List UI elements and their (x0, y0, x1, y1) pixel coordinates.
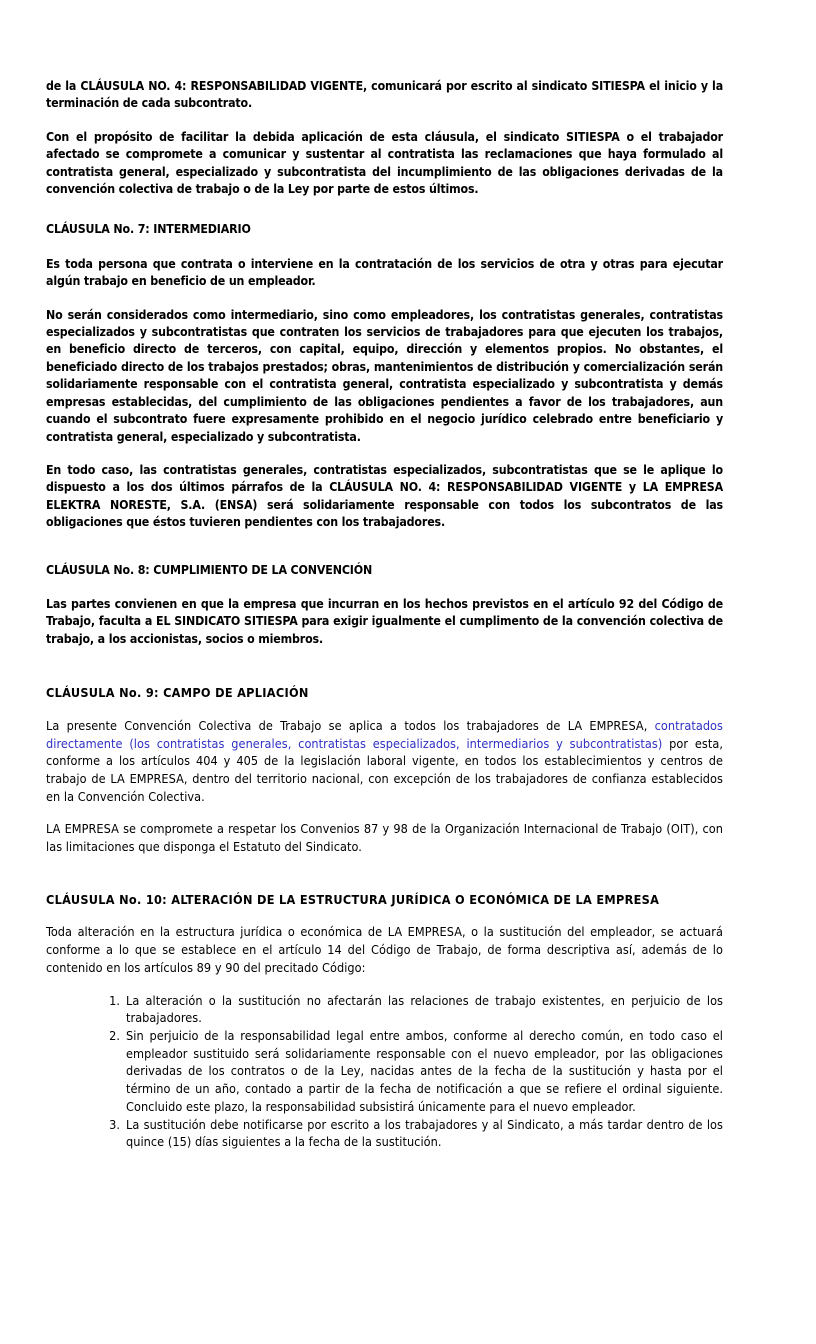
clause8-lead-text: Las partes convienen en que la empresa que incurran en los hechos previstos en el artículo 92 del Código de Trabajo, faculta a (46, 596, 723, 629)
clause4-tail-text: el inicio y la terminación de cada subcontrato. (46, 79, 724, 111)
heading-clause-10: CLÁUSULA No. 10: ALTERACIÓN DE LA ESTRUCTURA JURÍDICA O ECONÓMICA DE LA EMPRESA (46, 891, 660, 907)
clause4-union-name: SITIESPA (591, 79, 645, 93)
clause9-lead-text: La presente Convención Colectiva de Trabajo se aplica a todos los trabajadores de LA EMPRESA, (46, 717, 655, 733)
clause7-reference-clause4: CLÁUSULA NO. 4: RESPONSABILIDAD VIGENTE (329, 480, 623, 495)
spacer (46, 548, 723, 562)
proposito-union-name: SITIESPA (566, 129, 620, 144)
heading-clause-9: CLÁUSULA No. 9: CAMPO DE APLIACIÓN (46, 685, 309, 701)
heading-clause-8: CLÁUSULA No. 8: CUMPLIMIENTO DE LA CONVENCIÓN (46, 562, 373, 577)
paragraph-clause8-body (46, 596, 723, 648)
clause9-tail-text: por esta, conforme a los artículos 404 y 405 de la legislación laboral vigente, en todos los establecimientos y centros de trabajo de LA EMPRESA, dentro del territorio nacional, con excepción de los trabajadores de confianza establecidos en la Convención Colectiva. (46, 735, 723, 804)
clause8-tail-text: para exigir igualmente el cumplimento de la convención colectiva de trabajo, a los accionistas, socios o miembros. (46, 614, 723, 646)
spacer (46, 871, 723, 891)
paragraph-clause7-solidarity (46, 462, 723, 532)
clause8-union-reference: EL SINDICATO SITIESPA (156, 614, 298, 629)
spacer (46, 664, 723, 684)
clause10-numbered-list (46, 992, 723, 1151)
clause4-mid-text: comunicará por escrito al sindicato (367, 79, 592, 93)
proposito-lead-text: Con el propósito de facilitar la debida aplicación de esta cláusula, el sindicato (46, 129, 567, 144)
proposito-tail-text: o el trabajador afectado se compromete a comunicar y sustentar al contratista las reclamaciones que haya formulado al contratista general, especializado y subcontratista del incumplimiento de las obligaciones derivadas de la convención colectiva de trabajo o de la Ley por parte de estos últimos. (46, 129, 723, 197)
spacer (46, 214, 723, 221)
paragraph-clause4-continuation (46, 78, 723, 113)
paragraph-clause9-scope (46, 717, 723, 806)
paragraph-clause9-ilo-conventions: LA EMPRESA se compromete a respetar los Convenios 87 y 98 de la Organización Internacional de Trabajo (OIT), con las limitaciones que disponga el Estatuto del Sindicato. (46, 821, 723, 855)
heading-clause-7: CLÁUSULA No. 7: INTERMEDIARIO (46, 222, 251, 237)
list-item: Sin perjuicio de la responsabilidad legal entre ambos, conforme al derecho común, en todo caso el empleador sustituido será solidariamente responsable con el nuevo empleador, por las obligaciones derivadas de los contratos o de la Ley, nacidas antes de la fecha de la sustitución y hasta por el término de un año, contado a partir de la fecha de notificación a que se refiere el ordinal siguiente. Concluido este plazo, la responsabilidad subsistirá únicamente para el nuevo empleador. (126, 1028, 723, 1114)
list-item: La alteración o la sustitución no afectarán las relaciones de trabajo existentes, en perjuicio de los trabajadores. (126, 992, 723, 1026)
paragraph-clause7-exclusions: No serán considerados como intermediario, sino como empleadores, los contratistas generales, contratistas especializados y subcontratistas que contraten los servicios de trabajadores para que ejecuten los trabajos, en beneficio directo de terceros, con capital, equipo, dirección y elementos propios. No obstantes, el beneficiado directo de los trabajos prestados; obras, mantenimientos de distribución y comercialización serán solidariamente responsable con el contratista general, contratista especializado y subcontratista y demás empresas establecidas, del cumplimiento de las obligaciones pendientes a favor de los trabajadores, aun cuando el subcontrato fuere expresamente prohibido en el negocio jurídico celebrado entre beneficiario y contratista general, especializado y subcontratista. (46, 307, 723, 444)
clause7-solidarity-lead: En todo caso, las contratistas generales, contratistas especializados, subcontratistas que se le aplique lo dispuesto a los dos últimos párrafos de la (46, 462, 723, 495)
clause4-bold-reference: CLÁUSULA NO. 4: RESPONSABILIDAD VIGENTE, (80, 79, 368, 93)
document-text-column (46, 78, 723, 1151)
list-item: La sustitución debe notificarse por escrito a los trabajadores y al Sindicato, a más tardar dentro de los quince (15) días siguientes a la fecha de la sustitución. (126, 1116, 723, 1150)
clause4-lead-text: de la (46, 79, 81, 93)
paragraph-clause10-intro: Toda alteración en la estructura jurídica o económica de LA EMPRESA, o la sustitución del empleador, se actuará conforme a lo que se establece en el artículo 14 del Código de Trabajo, de forma descriptiva así, además de lo contenido en los artículos 89 y 90 del precitado Código: (46, 924, 723, 975)
clause7-solidarity-tail: será solidariamente responsable con todos los subcontratos de las obligaciones que éstos tuvieren pendientes con los trabajadores. (46, 497, 723, 530)
clause9-highlighted-contractors: contratados directamente (los contratistas generales, contratistas especializados, intermediarios y subcontratistas) (46, 717, 723, 751)
paragraph-clause7-definition: Es toda persona que contrata o interviene en la contratación de los servicios de otra y otras para ejecutar algún trabajo en beneficio de un empleador. (46, 256, 723, 289)
clause7-company-name: LA EMPRESA ELEKTRA NORESTE, S.A. (ENSA) (46, 480, 724, 512)
paragraph-proposito (46, 129, 723, 199)
clause7-conjunction: y (622, 480, 643, 495)
